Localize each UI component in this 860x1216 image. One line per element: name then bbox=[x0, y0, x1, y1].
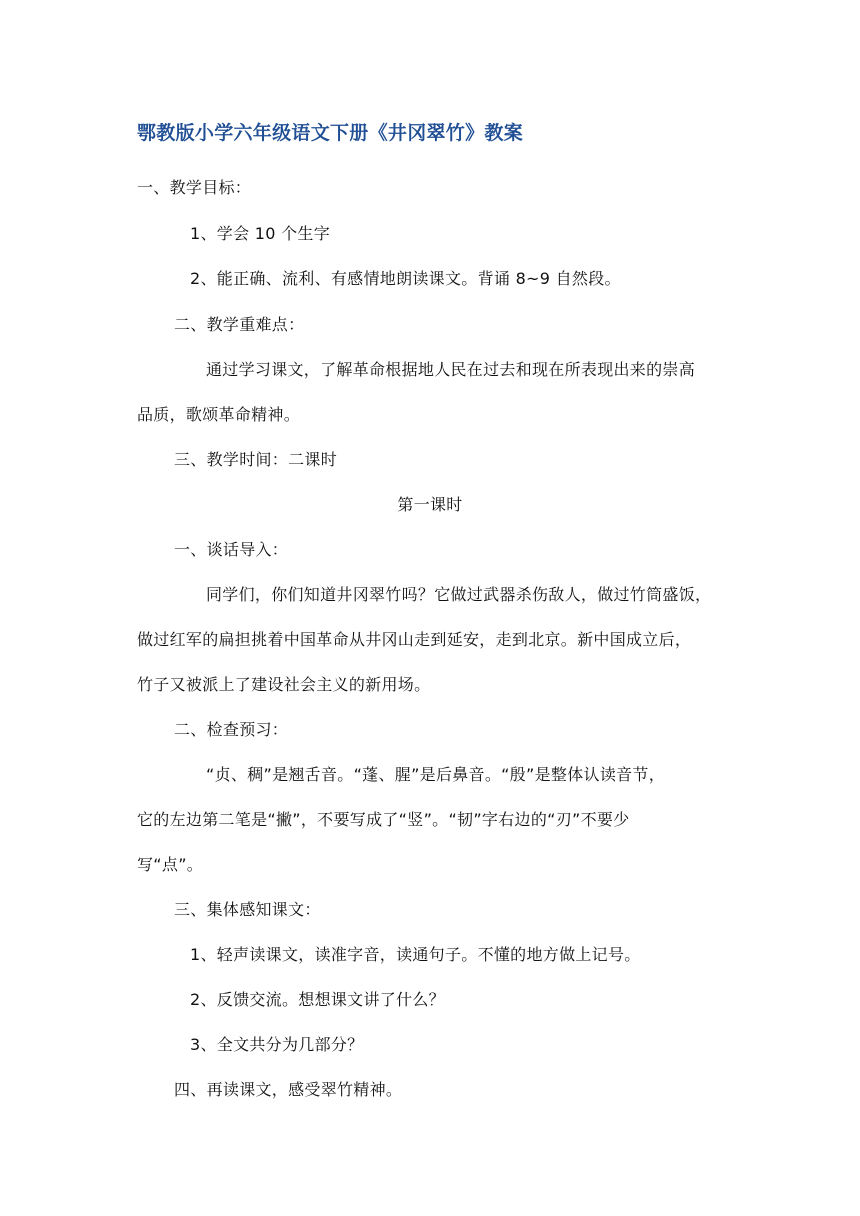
section-heading: 三、教学时间：二课时 bbox=[174, 450, 338, 469]
section-heading: 一、教学目标： bbox=[137, 178, 252, 197]
document-title: 鄂教版小学六年级语文下册《井冈翠竹》教案 bbox=[137, 122, 524, 144]
paragraph-line: 通过学习课文，了解革命根据地人民在过去和现在所表现出来的崇高 bbox=[206, 360, 696, 379]
paragraph-line: 做过红军的扁担挑着中国革命从井冈山走到延安，走到北京。新中国成立后， bbox=[137, 630, 692, 649]
list-item: 2、能正确、流利、有感情地朗读课文。背诵 8~9 自然段。 bbox=[190, 269, 621, 288]
list-item: 2、反馈交流。想想课文讲了什么？ bbox=[190, 990, 445, 1009]
list-item: 3、全文共分为几部分？ bbox=[190, 1035, 364, 1054]
paragraph-line: “贞、稠”是翘舌音。“蓬、腥”是后鼻音。“殷”是整体认读音节， bbox=[206, 765, 666, 784]
paragraph-line: 同学们，你们知道井冈翠竹吗？它做过武器杀伤敌人，做过竹筒盛饭， bbox=[206, 585, 712, 604]
section-heading: 二、教学重难点： bbox=[174, 315, 305, 334]
lesson-heading: 第一课时 bbox=[397, 495, 463, 514]
paragraph-line: 它的左边第二笔是“撇”，不要写成了“竖”。“韧”字右边的“刃”不要少 bbox=[137, 810, 630, 829]
section-heading: 二、检查预习： bbox=[174, 720, 289, 739]
list-item: 1、轻声读课文，读准字音，读通句子。不懂的地方做上记号。 bbox=[190, 945, 641, 964]
section-heading: 四、再读课文，感受翠竹精神。 bbox=[174, 1080, 403, 1099]
paragraph-line: 写“点”。 bbox=[137, 855, 204, 874]
paragraph-line: 品质，歌颂革命精神。 bbox=[137, 405, 301, 424]
section-heading: 一、谈话导入： bbox=[174, 540, 289, 559]
paragraph-line: 竹子又被派上了建设社会主义的新用场。 bbox=[137, 675, 431, 694]
list-item: 1、学会 10 个生字 bbox=[190, 224, 331, 243]
section-heading: 三、集体感知课文： bbox=[174, 900, 321, 919]
